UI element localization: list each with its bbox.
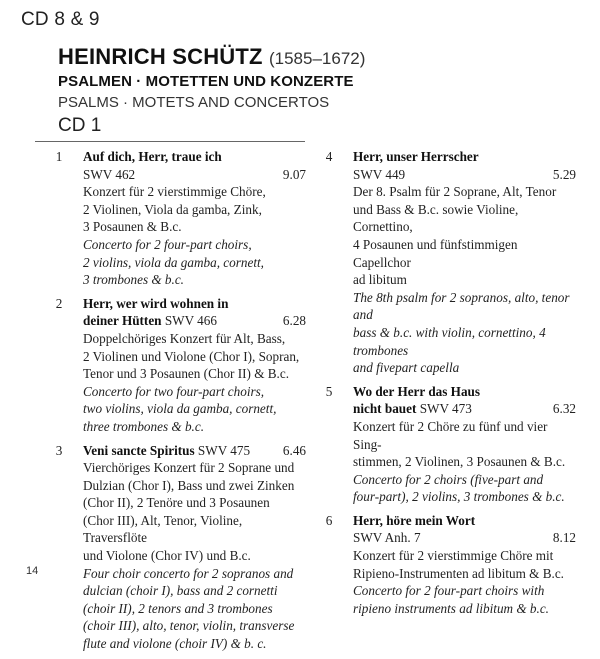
composer-heading — [58, 44, 365, 70]
track-entry — [50, 442, 306, 653]
description-english-line: Concerto for 2 choirs (five-part and — [353, 471, 544, 487]
track-number: 4 — [325, 149, 333, 164]
description-english-line: (choir III), alto, tenor, violin, transverse — [83, 618, 295, 634]
swv-row — [83, 166, 306, 184]
swv-number: SWV 466 — [164, 313, 217, 329]
swv-number: SWV 475 — [197, 442, 251, 458]
description-german-line: Dulzian (Chor I), Bass und zwei Zinken — [83, 477, 295, 493]
description-german-line: Ripieno-Instrumenten ad libitum & B.c. — [353, 565, 564, 581]
swv-number: SWV 462 — [83, 166, 136, 182]
track-title: nicht bauet — [353, 401, 417, 417]
track-column-right — [320, 148, 576, 623]
description-english-line: ripieno instruments ad libitum & b.c. — [353, 600, 549, 616]
track-entry — [320, 383, 576, 506]
description-german-line: 4 Posaunen und fünfstimmigen Capellchor — [353, 236, 518, 270]
description-german-line: stimmen, 2 Violinen, 3 Posaunen & B.c. — [353, 454, 566, 470]
description-english-line: 3 trombones & b.c. — [83, 272, 184, 288]
description-english-line: three trombones & b.c. — [83, 418, 204, 434]
description-german-line: (Chor II), 2 Tenöre und 3 Posaunen — [83, 495, 270, 511]
swv-number: SWV Anh. 7 — [353, 530, 421, 546]
description-english-line: Concerto for two four-part choirs, — [83, 383, 265, 399]
description-english-line: (choir II), 2 tenors and 3 trombones — [83, 600, 273, 616]
description-german-line: Konzert für 2 vierstimmige Chöre mit — [353, 548, 554, 564]
track-title-row — [353, 148, 576, 166]
track-body — [353, 148, 576, 377]
track-title: Wo der Herr das Haus — [353, 383, 480, 399]
description-english-line: bass & b.c. with violin, cornettino, 4 trombones — [353, 324, 546, 358]
cd-label: CD 1 — [58, 115, 102, 136]
description-english-line: four-part), 2 violins, 3 trombones & b.c. — [353, 489, 565, 505]
track-title-row — [353, 512, 576, 530]
track-title-row — [353, 383, 576, 401]
track-title-row — [83, 312, 306, 330]
description-german-line: 2 Violinen und Violone (Chor I), Sopran, — [83, 348, 300, 364]
description-english-line: flute and violone (choir IV) & b. c. — [83, 636, 267, 652]
description-german-line: 2 Violinen, Viola da gamba, Zink, — [83, 201, 262, 217]
description-german-line: Vierchöriges Konzert für 2 Soprane und — [83, 460, 295, 476]
track-title-row — [83, 148, 306, 166]
description-german-line: (Chor III), Alt, Tenor, Violine, Traversflöte — [83, 512, 243, 546]
title-english: PSALMS · MOTETS AND CONCERTOS — [58, 94, 330, 111]
description-german-line: und Violone (Chor IV) und B.c. — [83, 548, 251, 564]
description-english-line: and fivepart capella — [353, 360, 460, 376]
track-title: Herr, unser Herrscher — [353, 149, 479, 164]
track-number: 3 — [55, 442, 63, 458]
description-german-line: Konzert für 2 vierstimmige Chöre, — [83, 184, 266, 200]
swv-row — [353, 529, 576, 547]
description-german-line: ad libitum — [353, 272, 407, 288]
swv-number: SWV 449 — [353, 166, 406, 182]
track-entry — [50, 295, 306, 436]
track-body — [83, 442, 306, 653]
description-english-line: Four choir concerto for 2 sopranos and — [83, 565, 294, 581]
description-german-line: Der 8. Psalm für 2 Soprane, Alt, Tenor — [353, 184, 557, 200]
track-body — [353, 383, 576, 506]
description-english-line: The 8th psalm for 2 sopranos, alto, tenor and — [353, 289, 570, 323]
swv-row — [353, 166, 576, 184]
description-german-line: Doppelchöriges Konzert für Alt, Bass, — [83, 330, 286, 346]
page-number: 14 — [26, 565, 39, 577]
track-duration: 9.07 — [282, 166, 306, 182]
track-entry — [320, 512, 576, 618]
description-german-line: Konzert für 2 Chöre zu fünf und vier Sing- — [353, 418, 548, 452]
track-entry — [320, 148, 576, 377]
track-title-row — [83, 295, 306, 313]
track-entry — [50, 148, 306, 289]
track-body — [353, 512, 576, 618]
description-german-line: und Bass & B.c. sowie Violine, Cornettino, — [353, 201, 519, 235]
track-duration: 6.46 — [282, 442, 306, 458]
composer-dates: (1585–1672) — [268, 49, 366, 68]
track-number: 6 — [325, 512, 333, 528]
track-number: 1 — [55, 149, 63, 164]
track-body — [83, 295, 306, 436]
composer-name: HEINRICH SCHÜTZ — [58, 44, 263, 69]
description-german-line: Tenor und 3 Posaunen (Chor II) & B.c. — [83, 366, 290, 382]
track-duration: 6.28 — [282, 313, 306, 329]
cd-range-label: CD 8 & 9 — [21, 9, 100, 30]
description-english-line: 2 violins, viola da gamba, cornett, — [83, 254, 264, 270]
track-duration: 8.12 — [552, 530, 576, 546]
track-title: Herr, höre mein Wort — [353, 512, 476, 528]
description-english-line: two violins, viola da gamba, cornett, — [83, 401, 277, 417]
track-title: Veni sancte Spiritus — [83, 442, 195, 458]
track-title-row — [353, 400, 576, 418]
description-english-line: Concerto for 2 four-part choirs, — [83, 236, 252, 252]
track-title: Auf dich, Herr, traue ich — [83, 149, 222, 164]
track-number: 5 — [325, 383, 333, 399]
track-duration: 5.29 — [552, 166, 576, 182]
track-title-row — [83, 442, 306, 460]
description-german-line: 3 Posaunen & B.c. — [83, 219, 182, 235]
track-column-left — [50, 148, 306, 659]
description-english-line: dulcian (choir I), bass and 2 cornetti — [83, 583, 278, 599]
track-duration: 6.32 — [552, 401, 576, 417]
description-english-line: Concerto for 2 four-part choirs with — [353, 583, 545, 599]
track-title: deiner Hütten — [83, 313, 162, 329]
header-divider — [35, 141, 305, 142]
track-body — [83, 148, 306, 289]
title-german: PSALMEN · MOTETTEN UND KONZERTE — [58, 73, 354, 90]
swv-number: SWV 473 — [419, 401, 472, 417]
track-number: 2 — [55, 295, 63, 311]
track-title: Herr, wer wird wohnen in — [83, 295, 229, 311]
